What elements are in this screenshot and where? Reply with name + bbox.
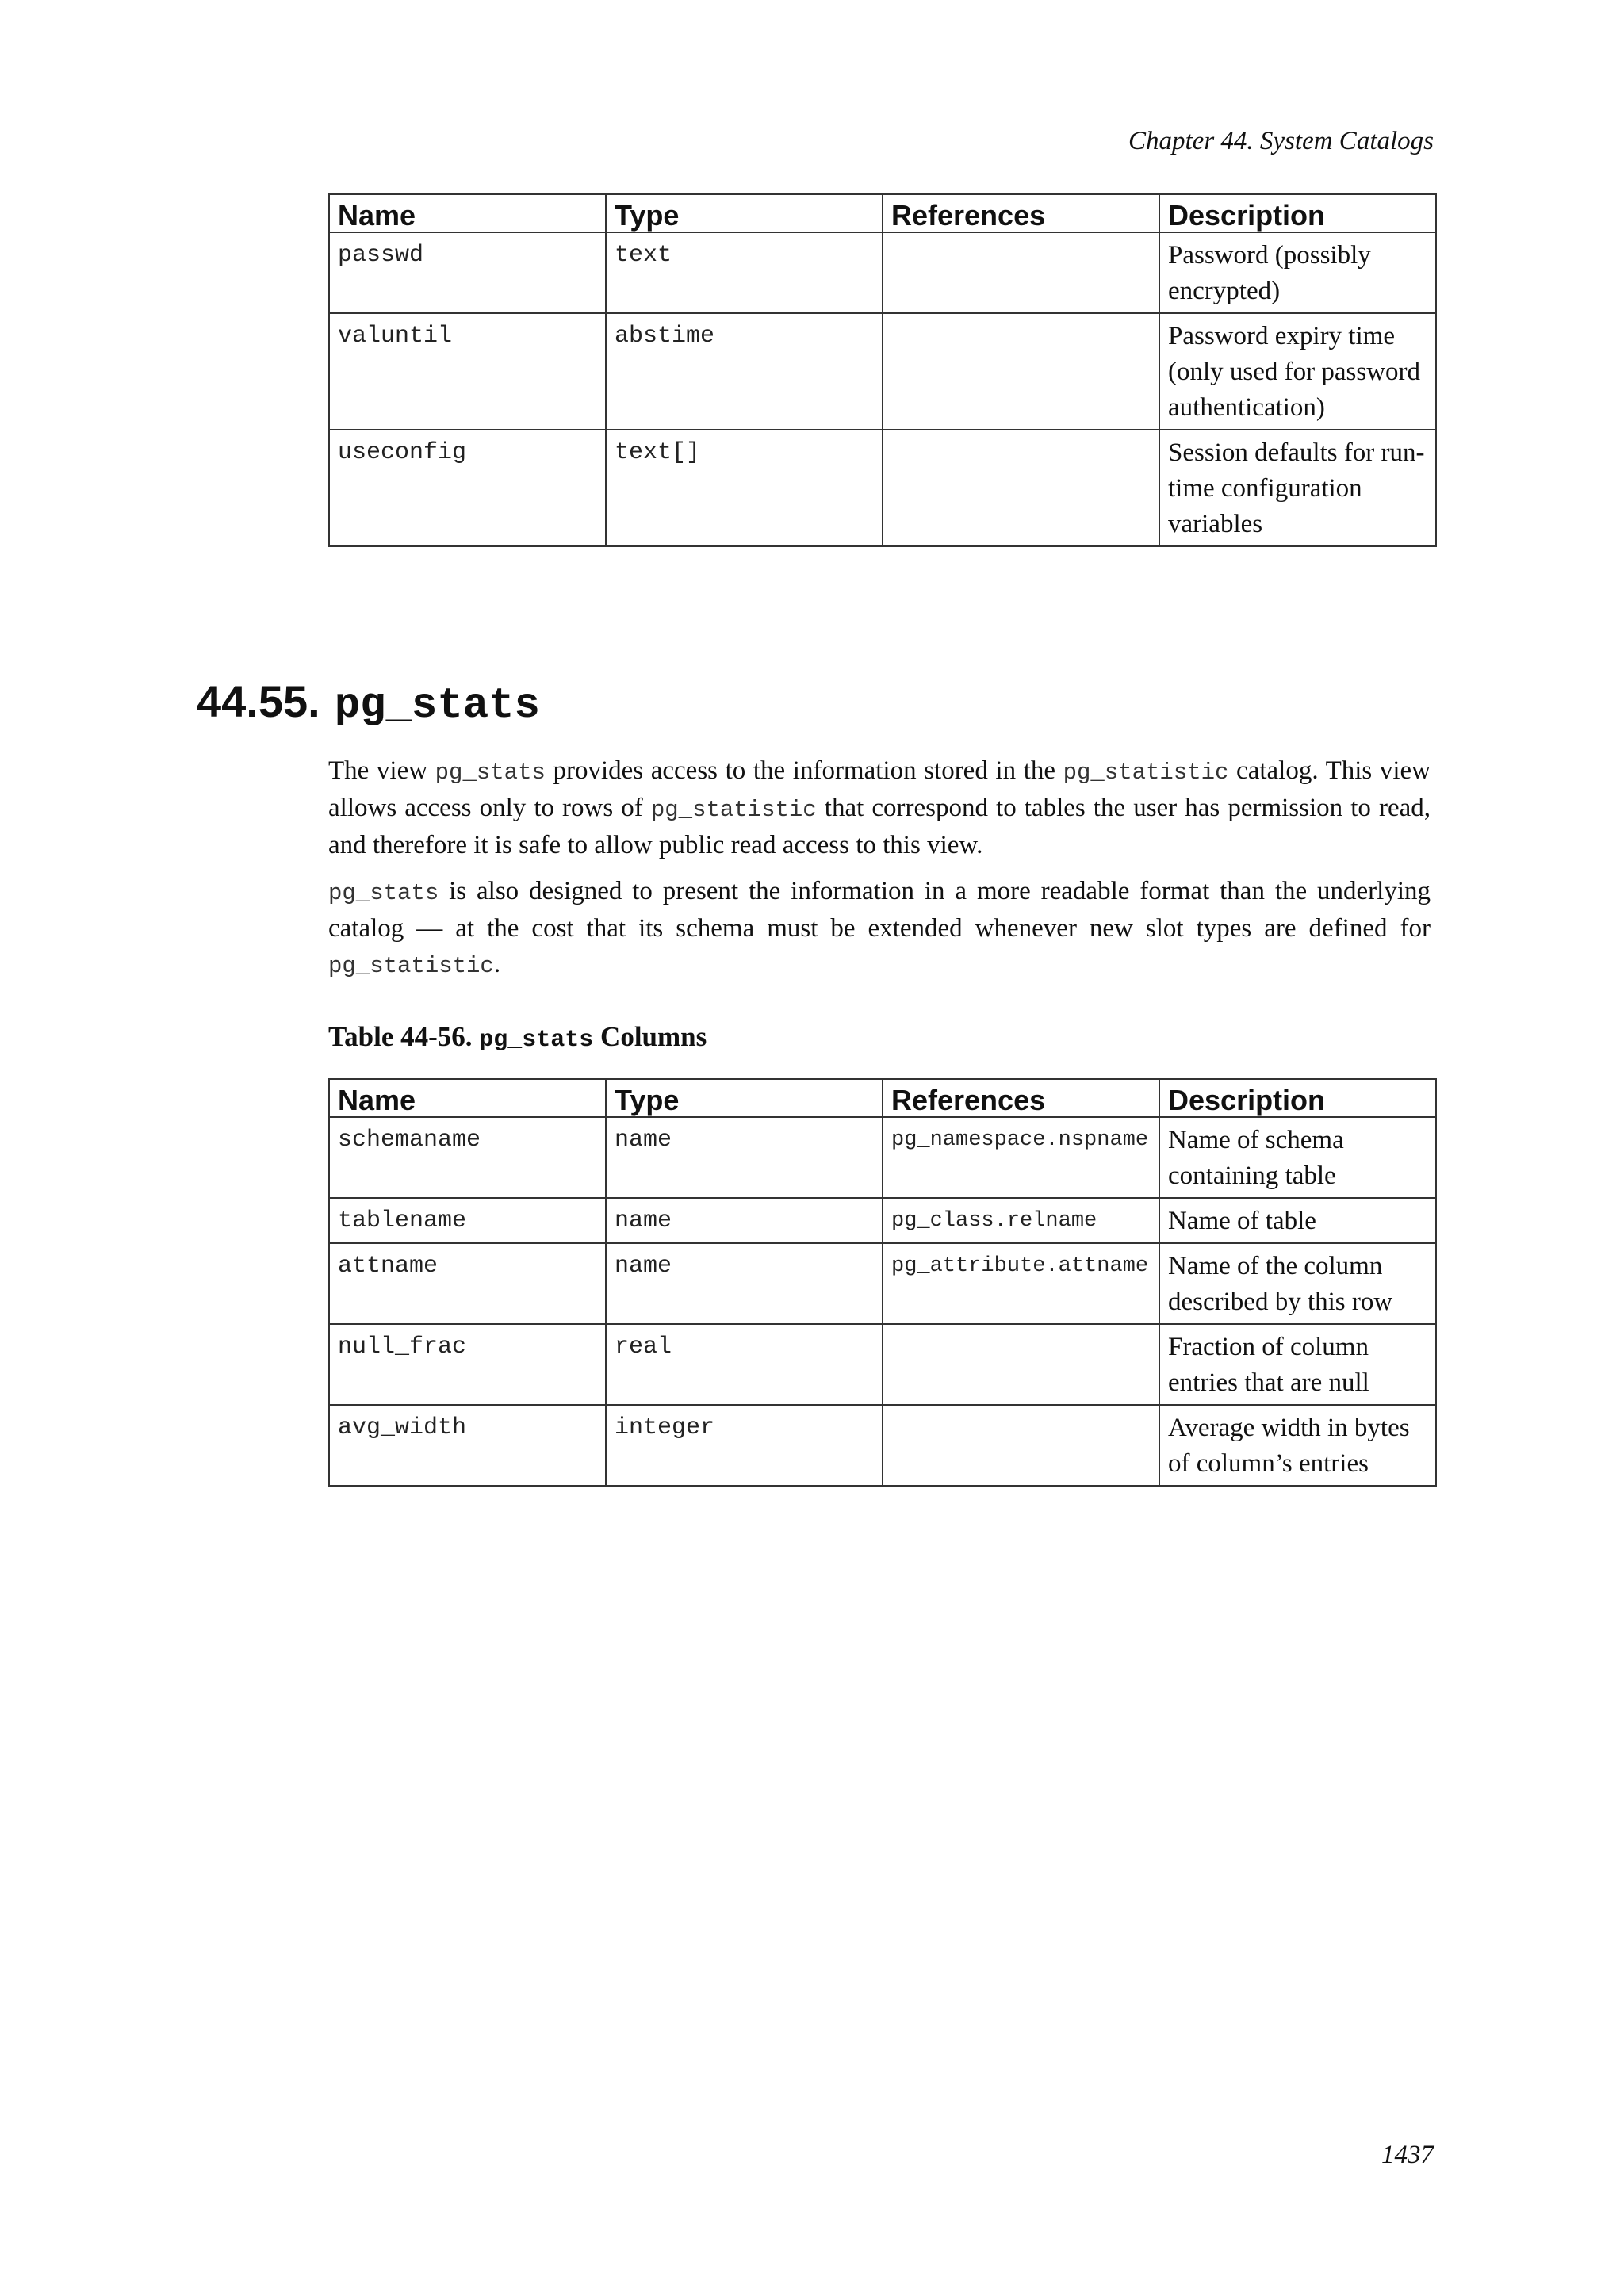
table-row (329, 430, 1436, 546)
cell-name: valuntil (329, 313, 606, 430)
cell-description: Password (possibly encrypted) (1159, 232, 1436, 313)
caption-label: Table 44-56. (328, 1021, 480, 1052)
cell-type: name (606, 1117, 883, 1198)
inline-code: pg_stats (328, 880, 439, 906)
cell-type: real (606, 1324, 883, 1405)
pg-stats-columns-table (328, 1078, 1437, 1487)
table-row (329, 1324, 1436, 1405)
section-number: 44.55. (197, 676, 320, 726)
column-header-name: Name (329, 1079, 606, 1117)
paragraph-text: provides access to the information stored in the (545, 756, 1063, 785)
table-row (329, 313, 1436, 430)
inline-code: pg_statistic (1063, 760, 1229, 786)
running-header: Chapter 44. System Catalogs (1128, 127, 1434, 155)
cell-name: useconfig (329, 430, 606, 546)
cell-type: abstime (606, 313, 883, 430)
table-row (329, 1243, 1436, 1324)
paragraph-text: is also designed to present the information in a more readable format than the underlying catalog — at the cost that its schema must be extended whenever new slot types are defined for (328, 877, 1431, 943)
columns-table-continued (328, 193, 1437, 547)
cell-description: Session defaults for run-time configuration variables (1159, 430, 1436, 546)
inline-code: pg_stats (435, 760, 546, 786)
inline-code: pg_statistic (650, 797, 817, 823)
cell-name: schemaname (329, 1117, 606, 1198)
cell-type: name (606, 1243, 883, 1324)
cell-description: Name of table (1159, 1198, 1436, 1243)
section-heading (197, 675, 540, 730)
cell-references: pg_namespace.nspname (883, 1117, 1159, 1198)
column-header-type: Type (606, 194, 883, 232)
design-paragraph (328, 874, 1431, 984)
caption-suffix: Columns (593, 1021, 707, 1052)
cell-description: Password expiry time (only used for password authentication) (1159, 313, 1436, 430)
column-header-name: Name (329, 194, 606, 232)
paragraph-text: catalog. This view allows access only to rows of (328, 756, 1431, 822)
caption-code: pg_stats (479, 1027, 594, 1054)
table-header-row (329, 1079, 1436, 1117)
cell-references (883, 1405, 1159, 1486)
column-header-references: References (883, 1079, 1159, 1117)
cell-type: text[] (606, 430, 883, 546)
table-row (329, 1405, 1436, 1486)
paragraph-text: The view (328, 756, 435, 785)
cell-references (883, 232, 1159, 313)
cell-description: Name of the column described by this row (1159, 1243, 1436, 1324)
table-row (329, 1198, 1436, 1243)
inline-code: pg_statistic (328, 953, 494, 979)
column-header-references: References (883, 194, 1159, 232)
column-header-description: Description (1159, 194, 1436, 232)
table-row (329, 232, 1436, 313)
cell-references (883, 313, 1159, 430)
intro-paragraph (328, 753, 1431, 863)
cell-type: name (606, 1198, 883, 1243)
cell-references (883, 1324, 1159, 1405)
cell-name: attname (329, 1243, 606, 1324)
cell-type: text (606, 232, 883, 313)
paragraph-text: . (493, 950, 501, 978)
cell-description: Name of schema containing table (1159, 1117, 1436, 1198)
cell-name: tablename (329, 1198, 606, 1243)
column-header-type: Type (606, 1079, 883, 1117)
cell-description: Average width in bytes of column’s entries (1159, 1405, 1436, 1486)
table-caption (328, 1021, 707, 1054)
cell-references: pg_attribute.attname (883, 1243, 1159, 1324)
paragraph-text: that correspond to tables the user has permission to read, and therefore it is safe to allow public read access to this view. (328, 794, 1431, 859)
column-header-description: Description (1159, 1079, 1436, 1117)
cell-name: passwd (329, 232, 606, 313)
cell-name: avg_width (329, 1405, 606, 1486)
page-number: 1437 (1381, 2141, 1434, 2169)
cell-type: integer (606, 1405, 883, 1486)
section-title: pg_stats (334, 682, 540, 730)
cell-references: pg_class.relname (883, 1198, 1159, 1243)
table-row (329, 1117, 1436, 1198)
cell-references (883, 430, 1159, 546)
table-header-row (329, 194, 1436, 232)
cell-description: Fraction of column entries that are null (1159, 1324, 1436, 1405)
cell-name: null_frac (329, 1324, 606, 1405)
